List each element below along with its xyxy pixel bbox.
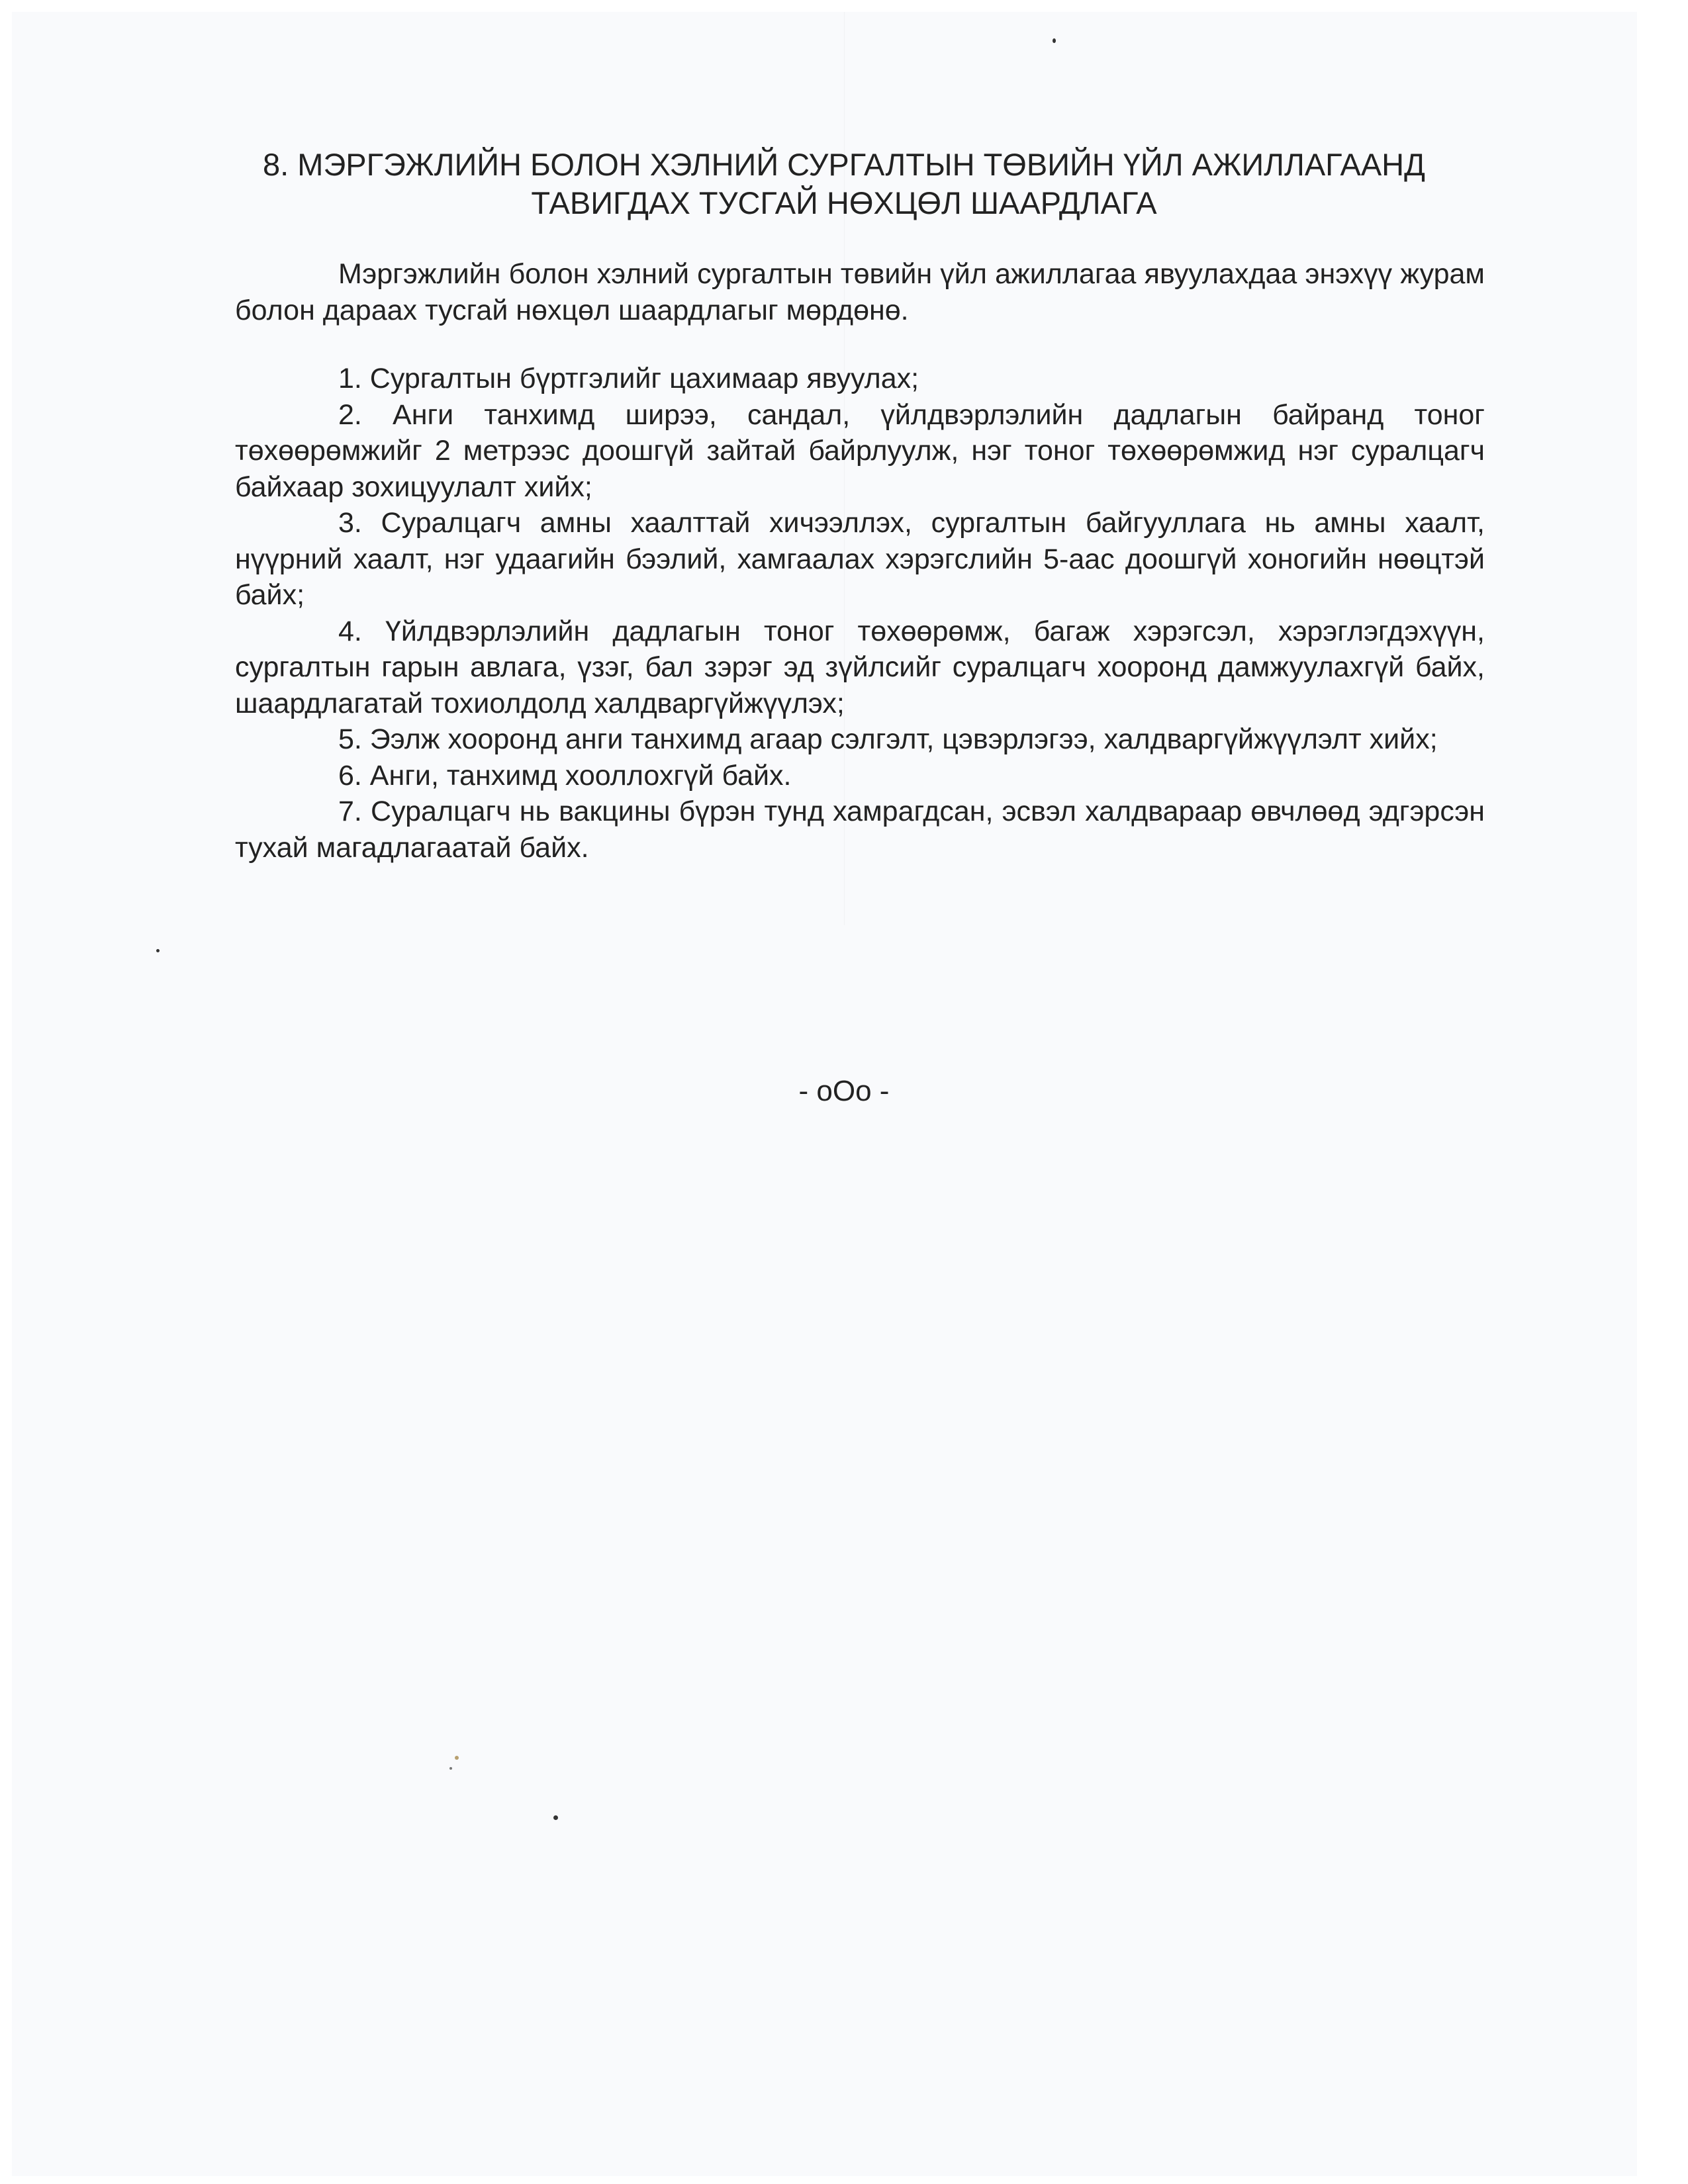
scan-speck	[553, 1815, 558, 1820]
scan-speck	[1053, 38, 1056, 43]
list-item-7: 7. Суралцагч нь вакцины бүрэн тунд хамрагдсан, эсвэл халдвараар өвчлөөд эдгэрсэн тухай магадлагаатай байх.	[235, 796, 1485, 864]
intro-block	[235, 256, 1485, 328]
scan-speck	[156, 949, 160, 952]
list-item-6: 6. Анги, танхимд хооллохгүй байх.	[338, 759, 792, 792]
list-item-1: 1. Сургалтын бүртгэлийг цахимаар явуулах;	[338, 363, 919, 394]
section-heading-line-1: 8. МЭРГЭЖЛИЙН БОЛОН ХЭЛНИЙ СУРГАЛТЫН ТӨВИЙН ҮЙЛ АЖИЛЛАГААНД	[263, 147, 1425, 182]
scan-speck	[455, 1756, 459, 1760]
section-heading	[232, 146, 1456, 222]
requirements-list	[235, 361, 1485, 866]
list-item-4: 4. Үйлдвэрлэлийн дадлагын тоног төхөөрөмж, багаж хэрэгсэл, хэрэглэгдэхүүн, сургалтын гарын авлага, үзэг, бал зэрэг эд зүйлсийг суралцагч хооронд дамжуулахгүй байх, шаардлагатай тохиолдолд халдваргүйжүүлэх;	[235, 615, 1485, 719]
list-item-3: 3. Суралцагч амны хаалттай хичээллэх, сургалтын байгууллага нь амны хаалт, нүүрний хаалт, нэг удаагийн бээлий, хамгаалах хэрэгслийн 5-аас доошгүй хоногийн нөөцтэй байх;	[235, 507, 1485, 611]
list-item-2: 2. Анги танхимд ширээ, сандал, үйлдвэрлэлийн дадлагын байранд тоног төхөөрөмжийг 2 метрээс доошгүй зайтай байрлуулж, нэг тоног төхөөрөмжид нэг суралцагч байхаар зохицуулалт хийх;	[235, 398, 1485, 503]
list-item-5: 5. Ээлж хооронд анги танхимд агаар сэлгэлт, цэвэрлэгээ, халдваргүйжүүлэлт хийх;	[338, 723, 1438, 755]
intro-paragraph: Мэргэжлийн болон хэлний сургалтын төвийн үйл ажиллагаа явуулахдаа энэхүү журам болон дараах тусгай нөхцөл шаардлагыг мөрдөнө.	[235, 258, 1485, 326]
section-heading-line-2: ТАВИГДАХ ТУСГАЙ НӨХЦӨЛ ШААРДЛАГА	[531, 185, 1157, 220]
end-of-section-mark: - оОо -	[798, 1075, 890, 1107]
scan-speck	[449, 1767, 452, 1770]
